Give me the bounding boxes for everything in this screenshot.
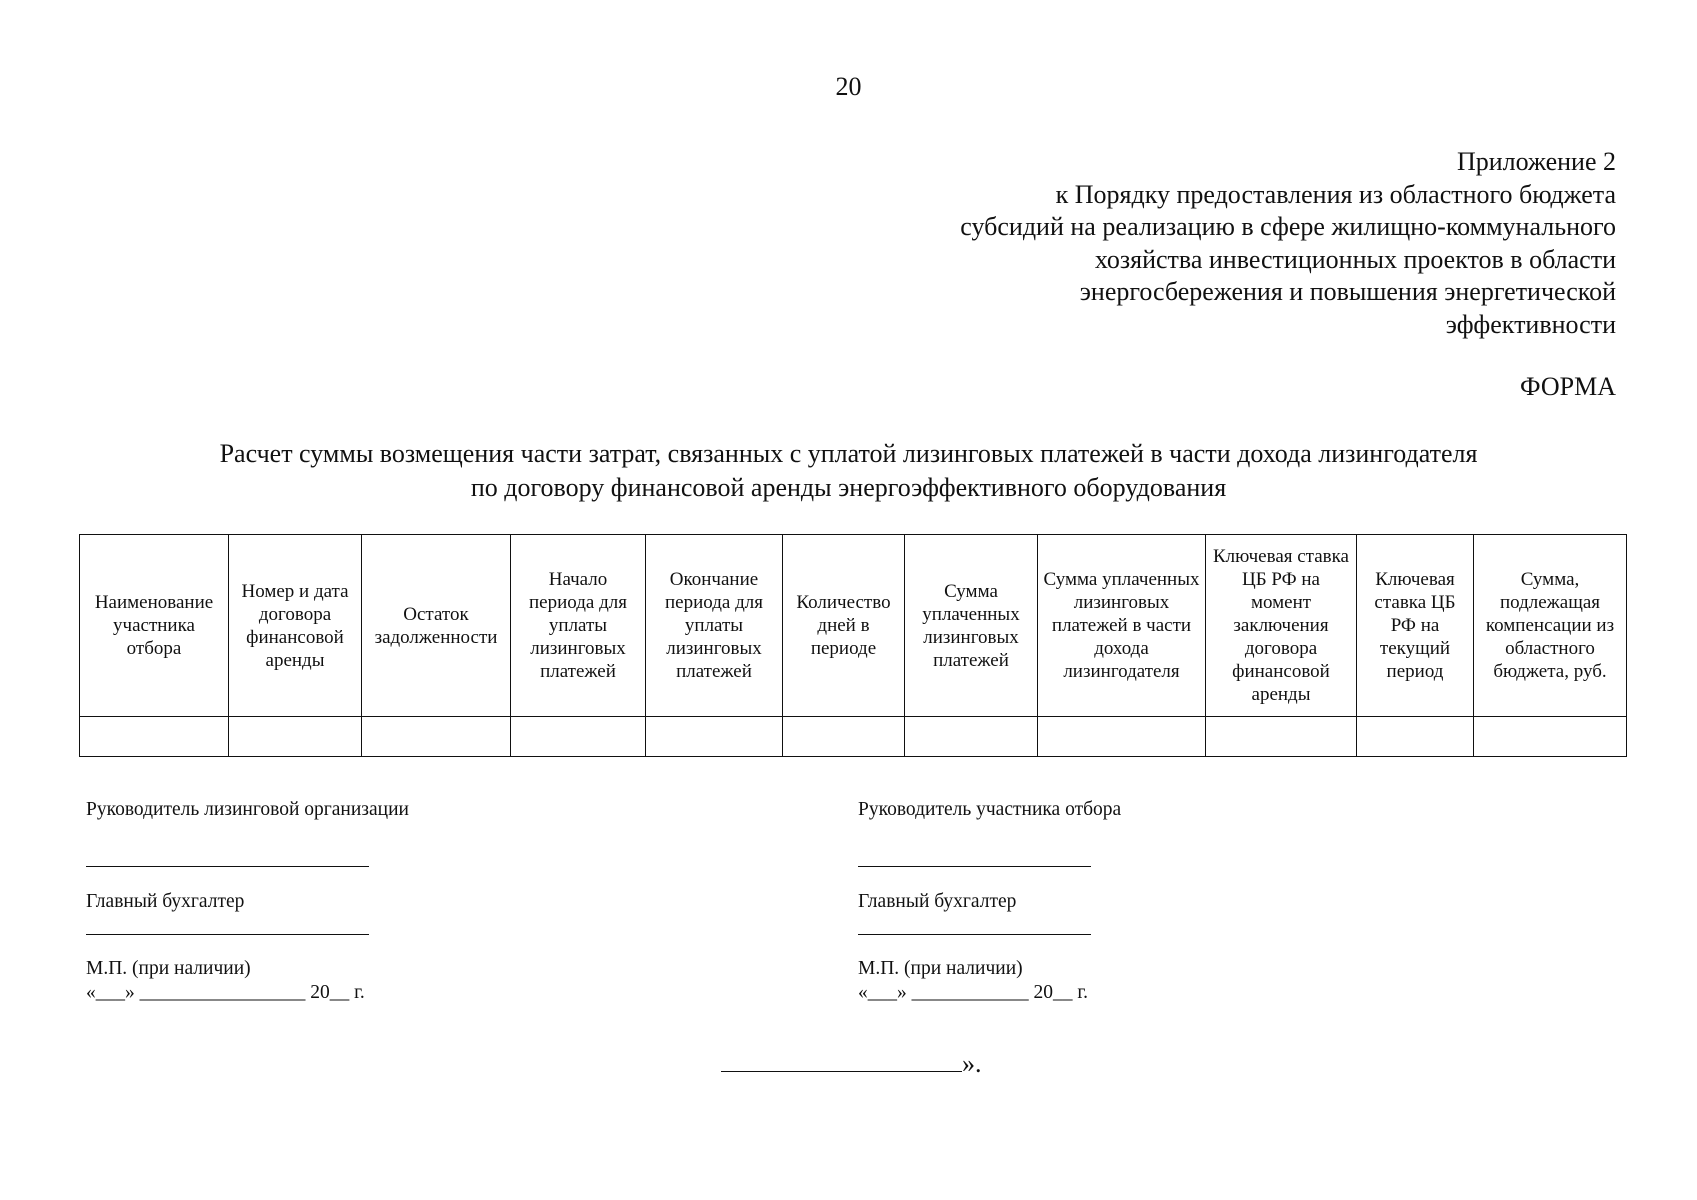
closing-mark: [721, 1049, 982, 1079]
lessor-accountant-label: Главный бухгалтер: [86, 891, 245, 912]
column-header: Сумма уплаченных лизинговых платежей в части дохода лизингодателя: [1038, 535, 1206, 717]
column-header: Ключевая ставка ЦБ РФ на момент заключения договора финансовой аренды: [1206, 535, 1357, 717]
column-header: Начало периода для уплаты лизинговых платежей: [511, 535, 646, 717]
lessor-date-field: «___» _________________ 20__ г.: [86, 982, 365, 1003]
table-cell: [80, 717, 229, 757]
lessor-head-label: Руководитель лизинговой организации: [86, 799, 409, 820]
column-header: Сумма уплаченных лизинговых платежей: [905, 535, 1038, 717]
appendix-line: эффективности: [1445, 309, 1616, 339]
closing-quote: ».: [962, 1049, 982, 1078]
participant-head-label: Руководитель участника отбора: [858, 799, 1122, 820]
appendix-line: энергосбережения и повышения энергетической: [1079, 277, 1616, 306]
page-number: 20: [835, 72, 862, 101]
participant-accountant-signature-line: [858, 934, 1091, 935]
table-cell: [1038, 717, 1206, 757]
form-label: ФОРМА: [1520, 372, 1616, 401]
column-header: Наименование участника отбора: [80, 535, 229, 717]
table-cell: [362, 717, 511, 757]
calculation-table: [79, 534, 1627, 757]
participant-stamp-label: М.П. (при наличии): [858, 958, 1023, 979]
closing-blank-line: [721, 1049, 962, 1072]
appendix-header: [856, 146, 1616, 341]
table-cell: [1474, 717, 1627, 757]
appendix-line: к Порядку предоставления из областного бюджета: [1055, 179, 1616, 209]
table-cell: [783, 717, 905, 757]
participant-head-signature-line: [858, 866, 1091, 867]
table-header-row: [80, 535, 1627, 717]
column-header: Сумма, подлежащая компенсации из областного бюджета, руб.: [1474, 535, 1627, 717]
table-cell: [905, 717, 1038, 757]
column-header: Окончание периода для уплаты лизинговых платежей: [646, 535, 783, 717]
participant-accountant-label: Главный бухгалтер: [858, 891, 1017, 912]
table-row: [80, 717, 1627, 757]
document-title: [0, 437, 1697, 505]
column-header: Остаток задолженности: [362, 535, 511, 717]
column-header: Ключевая ставка ЦБ РФ на текущий период: [1357, 535, 1474, 717]
column-header: Количество дней в периоде: [783, 535, 905, 717]
participant-date-field: «___» ____________ 20__ г.: [858, 982, 1089, 1003]
column-header: Номер и дата договора финансовой аренды: [229, 535, 362, 717]
appendix-line: субсидий на реализацию в сфере жилищно-коммунального: [960, 212, 1616, 241]
table-cell: [1206, 717, 1357, 757]
appendix-line: Приложение 2: [1456, 147, 1616, 176]
table-cell: [646, 717, 783, 757]
lessor-accountant-signature-line: [86, 934, 369, 935]
title-line-1: Расчет суммы возмещения части затрат, связанных с уплатой лизинговых платежей в части дохода лизингодателя: [219, 439, 1478, 468]
table-cell: [511, 717, 646, 757]
lessor-stamp-label: М.П. (при наличии): [86, 958, 251, 979]
title-line-2: по договору финансовой аренды энергоэффективного оборудования: [470, 473, 1227, 502]
table-cell: [1357, 717, 1474, 757]
appendix-line: хозяйства инвестиционных проектов в области: [1094, 244, 1616, 274]
lessor-head-signature-line: [86, 866, 369, 867]
table-cell: [229, 717, 362, 757]
